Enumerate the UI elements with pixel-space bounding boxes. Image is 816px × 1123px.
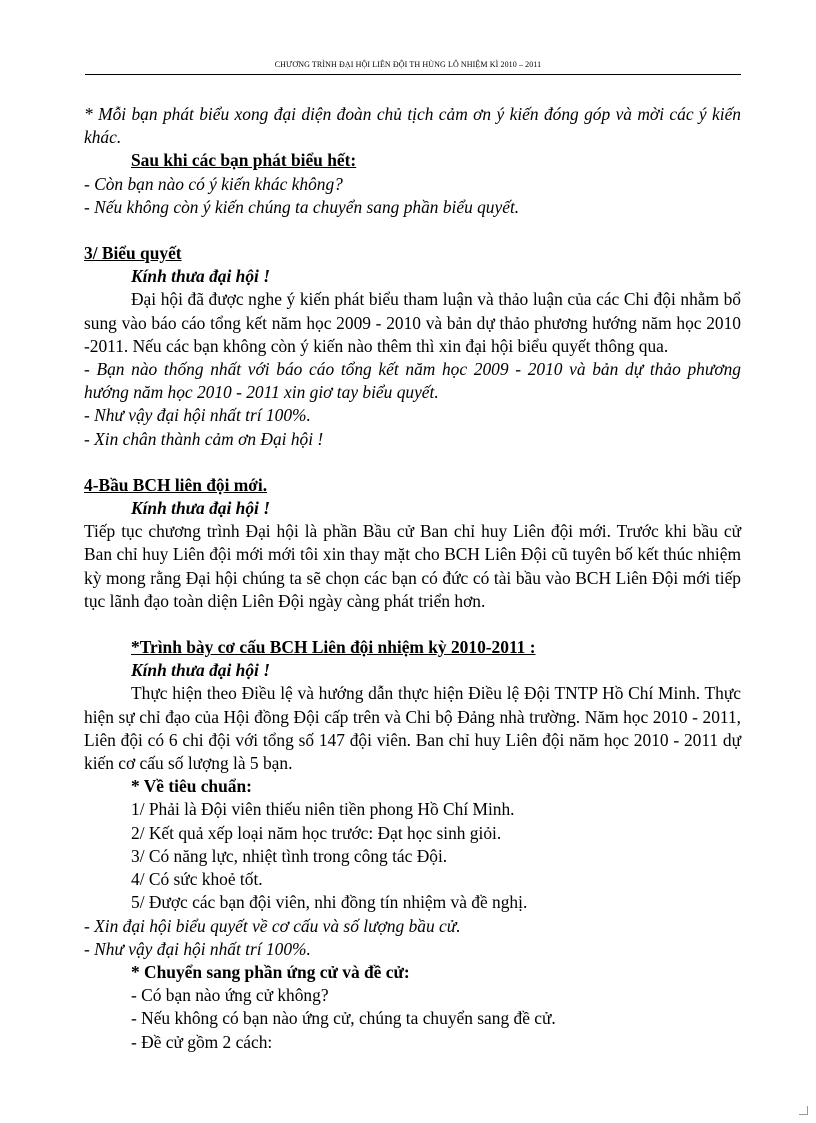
criteria-item: 3/ Có năng lực, nhiệt tình trong công tác Đội. [131, 845, 448, 866]
nomination-item: - Có bạn nào ứng cử không? [131, 985, 329, 1006]
section-3-vote-line: - Bạn nào thống nhất với báo cáo tổng kết năm học 2009 - 2010 và bản dự thảo phương hướng năm học 2010 - 2011 xin giơ tay biểu quyết. [84, 359, 741, 403]
subheading-after-speeches: Sau khi các bạn phát biểu hết: [131, 150, 357, 171]
header-divider [85, 74, 741, 75]
section-structure-greeting: Kính thưa đại hội ! [131, 660, 270, 681]
section-4-greeting: Kính thưa đại hội ! [131, 498, 270, 519]
criteria-item: 4/ Có sức khoẻ tốt. [131, 869, 263, 890]
criteria-item: 2/ Kết quả xếp loại năm học trước: Đạt học sinh giỏi. [131, 822, 502, 843]
section-4-paragraph: Tiếp tục chương trình Đại hội là phần Bầu cử Ban chỉ huy Liên đội mới. Trước khi bầu cử Ban chỉ huy Liên đội mới mới tôi xin thay mặt cho BCH Liên Đội cũ tuyên bố kết thúc nhiệm kỳ mong rằng Đại hội chúng ta sẽ chọn các bạn có đức có tài bầu vào BCH Liên Đội mới tiếp tục lãnh đạo toàn diện Liên Đội ngày càng phát triển hơn. [84, 521, 741, 611]
page-header: CHƯƠNG TRÌNH ĐẠI HỘI LIÊN ĐỘI TH HÙNG LÔ NHIỆM KÌ 2010 – 2011 [274, 60, 542, 69]
spacer [84, 613, 741, 636]
criteria-item: 5/ Được các bạn đội viên, nhi đồng tín nhiệm và đề nghị. [131, 892, 528, 913]
section-3-thanks: - Xin chân thành cảm ơn Đại hội ! [84, 428, 324, 449]
section-3-unanimous: - Như vậy đại hội nhất trí 100%. [84, 405, 311, 426]
page-corner-mark [799, 1106, 808, 1115]
spacer [84, 219, 741, 242]
vote-structure-line: - Xin đại hội biểu quyết về cơ cấu và số lượng bầu cử. [84, 915, 461, 936]
vote-unanimous-line: - Như vậy đại hội nhất trí 100%. [84, 938, 311, 959]
paragraph-thanks: * Mỗi bạn phát biểu xong đại diện đoàn chủ tịch cảm ơn ý kiến đóng góp và mời các ý kiến khác. [84, 104, 741, 148]
section-4-title: 4-Bầu BCH liên đội mới. [84, 474, 268, 495]
section-3-title: 3/ Biểu quyết [84, 243, 182, 264]
section-structure-title: *Trình bày cơ cấu BCH Liên đội nhiệm kỳ 2010-2011 : [131, 637, 536, 658]
criteria-title: * Về tiêu chuẩn: [131, 776, 252, 797]
section-3-greeting: Kính thưa đại hội ! [131, 266, 270, 287]
nomination-title: * Chuyển sang phần ứng cử và đề cử: [131, 961, 410, 982]
criteria-item: 1/ Phải là Đội viên thiếu niên tiền phong Hồ Chí Minh. [131, 799, 515, 820]
spacer [84, 451, 741, 474]
line-move-to-vote: - Nếu không còn ý kiến chúng ta chuyển sang phần biểu quyết. [84, 196, 520, 217]
section-structure-paragraph: Thực hiện theo Điều lệ và hướng dẫn thực hiện Điều lệ Đội TNTP Hồ Chí Minh. Thực hiện sự chỉ đạo của Hội đồng Đội cấp trên và Chi bộ Đảng nhà trường. Năm học 2010 - 2011, Liên đội có 6 chi đội với tổng số 147 đội viên. Ban chỉ huy Liên đội năm học 2010 - 2011 dự kiến cơ cấu số lượng là 5 bạn. [84, 683, 741, 774]
document-body [84, 103, 741, 1054]
nomination-item: - Đề cử gồm 2 cách: [131, 1031, 273, 1052]
nomination-item: - Nếu không có bạn nào ứng cử, chúng ta chuyển sang đề cử. [131, 1008, 556, 1029]
line-other-opinions: - Còn bạn nào có ý kiến khác không? [84, 173, 343, 194]
section-3-paragraph: Đại hội đã được nghe ý kiến phát biểu tham luận và thảo luận của các Chi đội nhằm bổ sung vào báo cáo tổng kết năm học 2009 - 2010 và bản dự thảo phương hướng năm học 2010 -2011. Nếu các bạn không còn ý kiến nào thêm thì xin đại hội biểu quyết thông qua. [84, 289, 741, 356]
